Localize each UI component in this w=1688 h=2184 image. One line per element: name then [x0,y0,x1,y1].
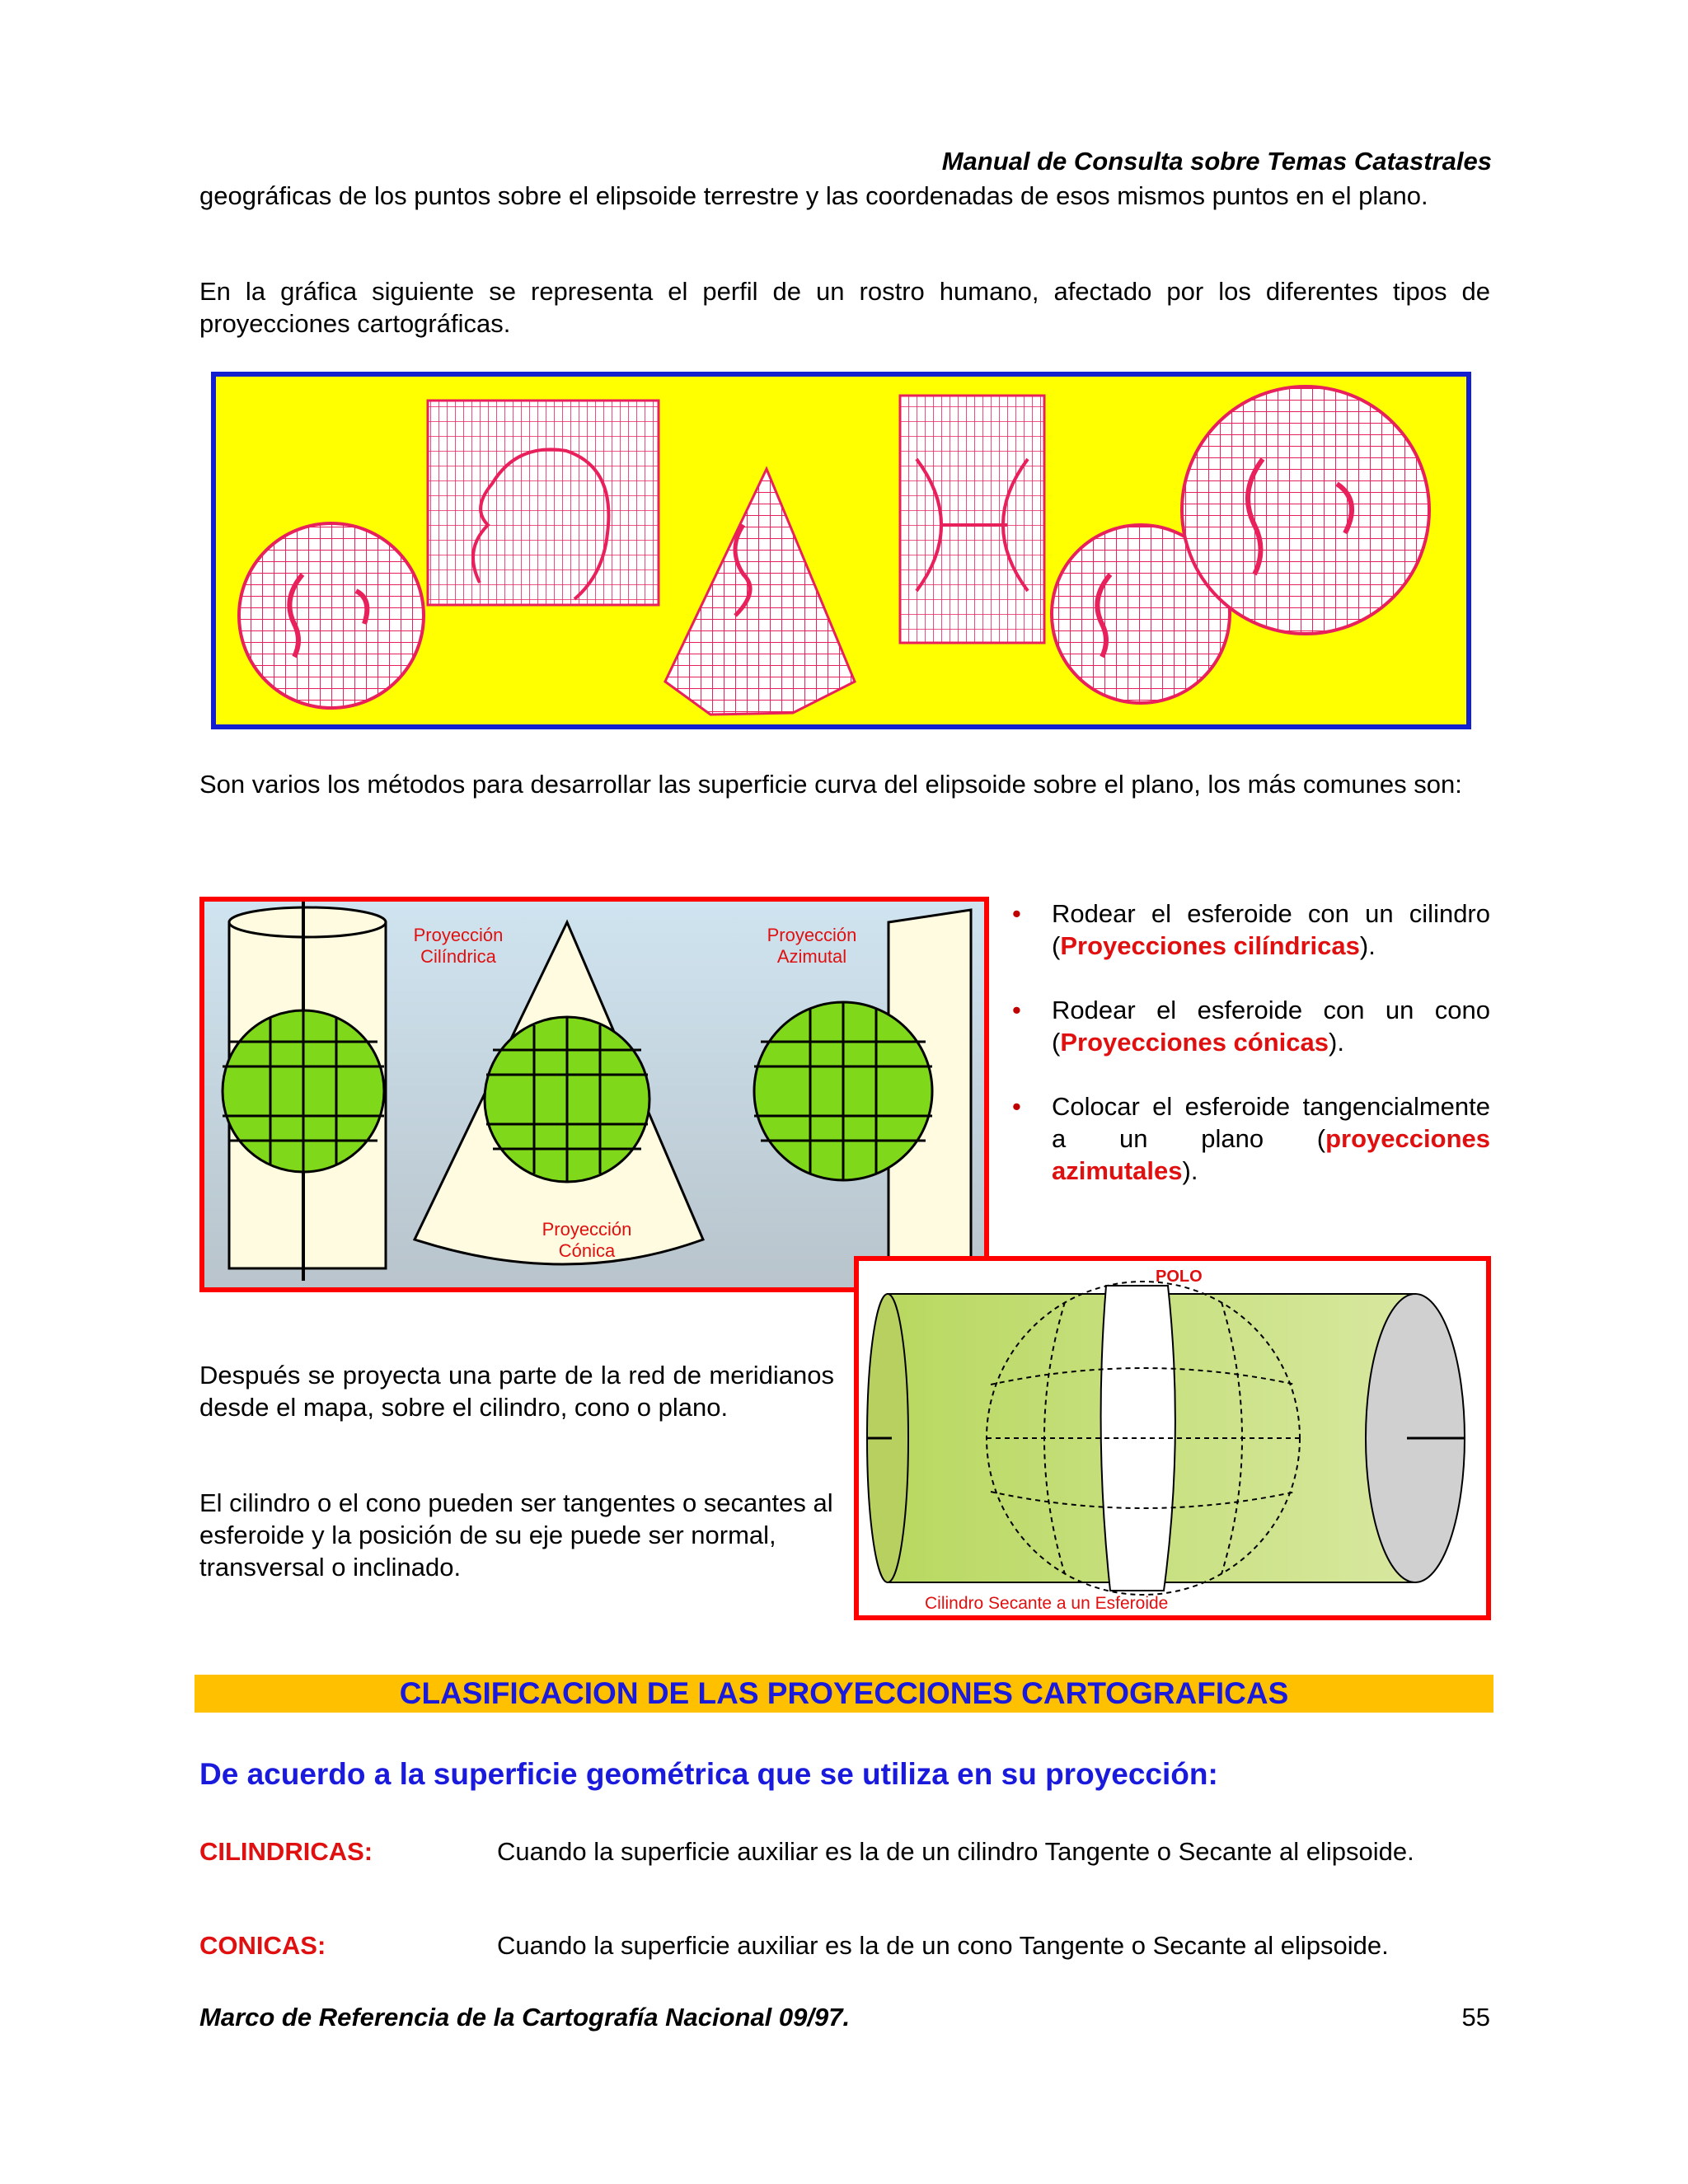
label-cilindrica: Proyección Cilíndrica [413,925,504,967]
transverse-face [900,396,1044,643]
term-conicas: CONICAS: [199,1931,326,1960]
globe-cylindrical [223,1010,384,1172]
globe-conic [485,1017,649,1182]
label-azimutal: Proyección Azimutal [767,925,857,967]
globe-face-1 [239,523,424,708]
bullet-icon: • [1012,899,1021,928]
label-conica: Proyección Cónica [542,1219,632,1261]
cylindrical-face [428,401,659,605]
projection-faces-illustration [216,377,1466,724]
running-header: Manual de Consulta sobre Temas Catastrales [941,147,1492,176]
page-number: 55 [1461,2003,1490,2032]
secant-caption: Cilindro Secante a un Esferoide [925,1594,1169,1613]
section-heading: CLASIFICACION DE LAS PROYECCIONES CARTOGRAFICAS [195,1675,1493,1713]
list-item: • Rodear el esferoide con un cilindro (Proyecciones cilíndricas). [1012,899,1490,960]
conic-face [665,469,855,715]
paragraph-5: El cilindro o el cono pueden ser tangentes o secantes al esferoide y la posición de su eje puede ser normal, transversal o inclinado. [199,1488,833,1582]
globe-face-3 [1182,387,1429,634]
section-subheading: De acuerdo a la superficie geométrica que se utiliza en su proyección: [199,1757,1218,1791]
projection-surfaces-figure [199,897,989,1292]
paragraph-3: Son varios los métodos para desarrollar las superficie curva del elipsoide sobre el plano, los más comunes son: [199,770,1462,799]
footer-reference: Marco de Referencia de la Cartografía Nacional 09/97. [199,2003,851,2032]
paragraph-4: Después se proyecta una parte de la red de meridianos desde el mapa, sobre el cilindro, cono o plano. [199,1361,834,1422]
definition-conicas: Cuando la superficie auxiliar es la de un cono Tangente o Secante al elipsoide. [497,1931,1389,1960]
bullet-icon: • [1012,996,1021,1024]
paragraph-2: En la gráfica siguiente se representa el perfil de un rostro humano, afectado por los diferentes tipos de proyecciones cartográficas. [199,277,1490,338]
paragraph-1: geográficas de los puntos sobre el elipsoide terrestre y las coordenadas de esos mismos puntos en el plano. [199,181,1428,210]
globe-azimutal [754,1002,932,1180]
bullet-icon: • [1012,1092,1021,1121]
secant-cylinder-illustration [859,1261,1486,1615]
list-item: • Rodear el esferoide con un cono (Proyecciones cónicas). [1012,996,1490,1057]
secant-cylinder-figure [854,1256,1491,1620]
list-item: • Colocar el esferoide tangencialmente a un plano (proyecciones azimutales). [1012,1092,1490,1185]
term-cilindricas: CILINDRICAS: [199,1837,373,1866]
definition-cilindricas: Cuando la superficie auxiliar es la de un cilindro Tangente o Secante al elipsoide. [497,1837,1414,1866]
projection-methods-list [1012,898,1490,1219]
polo-label: POLO [1156,1268,1203,1286]
projection-faces-figure [211,372,1471,729]
